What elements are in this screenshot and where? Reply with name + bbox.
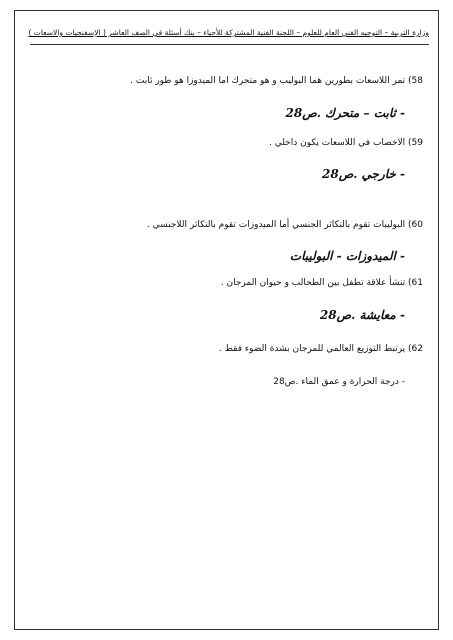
answer-60: - الميدوزات - البوليبات xyxy=(289,249,405,263)
question-60: 60) البوليبات تقوم بالتكاثر الجنسي أما الميدوزات تقوم بالتكاثر اللاجنسي . xyxy=(146,220,423,230)
page-header: وزارة التربية – التوجيه الفني العام للعلوم – اللجنة الفنية المشتركة للأحياء – بنك أسئلة في الصف العاشر ( الإسفنجيات والاسعات ) xyxy=(28,28,429,37)
question-61: 61) تنشأ علاقة تطفل بين الطحالب و حيوان المرجان . xyxy=(220,278,423,288)
question-62: 62) يرتبط التوزيع العالمي للمرجان بشدة الضوء فقط . xyxy=(218,344,423,354)
question-59: 59) الاخصاب في اللاسعات يكون داخلي . xyxy=(268,138,423,148)
header-divider xyxy=(30,44,429,45)
answer-59: - خارجي .ص28 xyxy=(321,167,405,181)
answer-58: - ثابت – متحرك .ص28 xyxy=(285,106,405,120)
answer-62: - درجة الحرارة و عمق الماء .ص28 xyxy=(273,377,405,387)
answer-61: - معايشة .ص28 xyxy=(319,308,405,322)
question-58: 58) تمر اللاسعات بطورين هما البوليب و هو متحرك اما الميدوزا هو طور ثابت . xyxy=(130,76,423,86)
